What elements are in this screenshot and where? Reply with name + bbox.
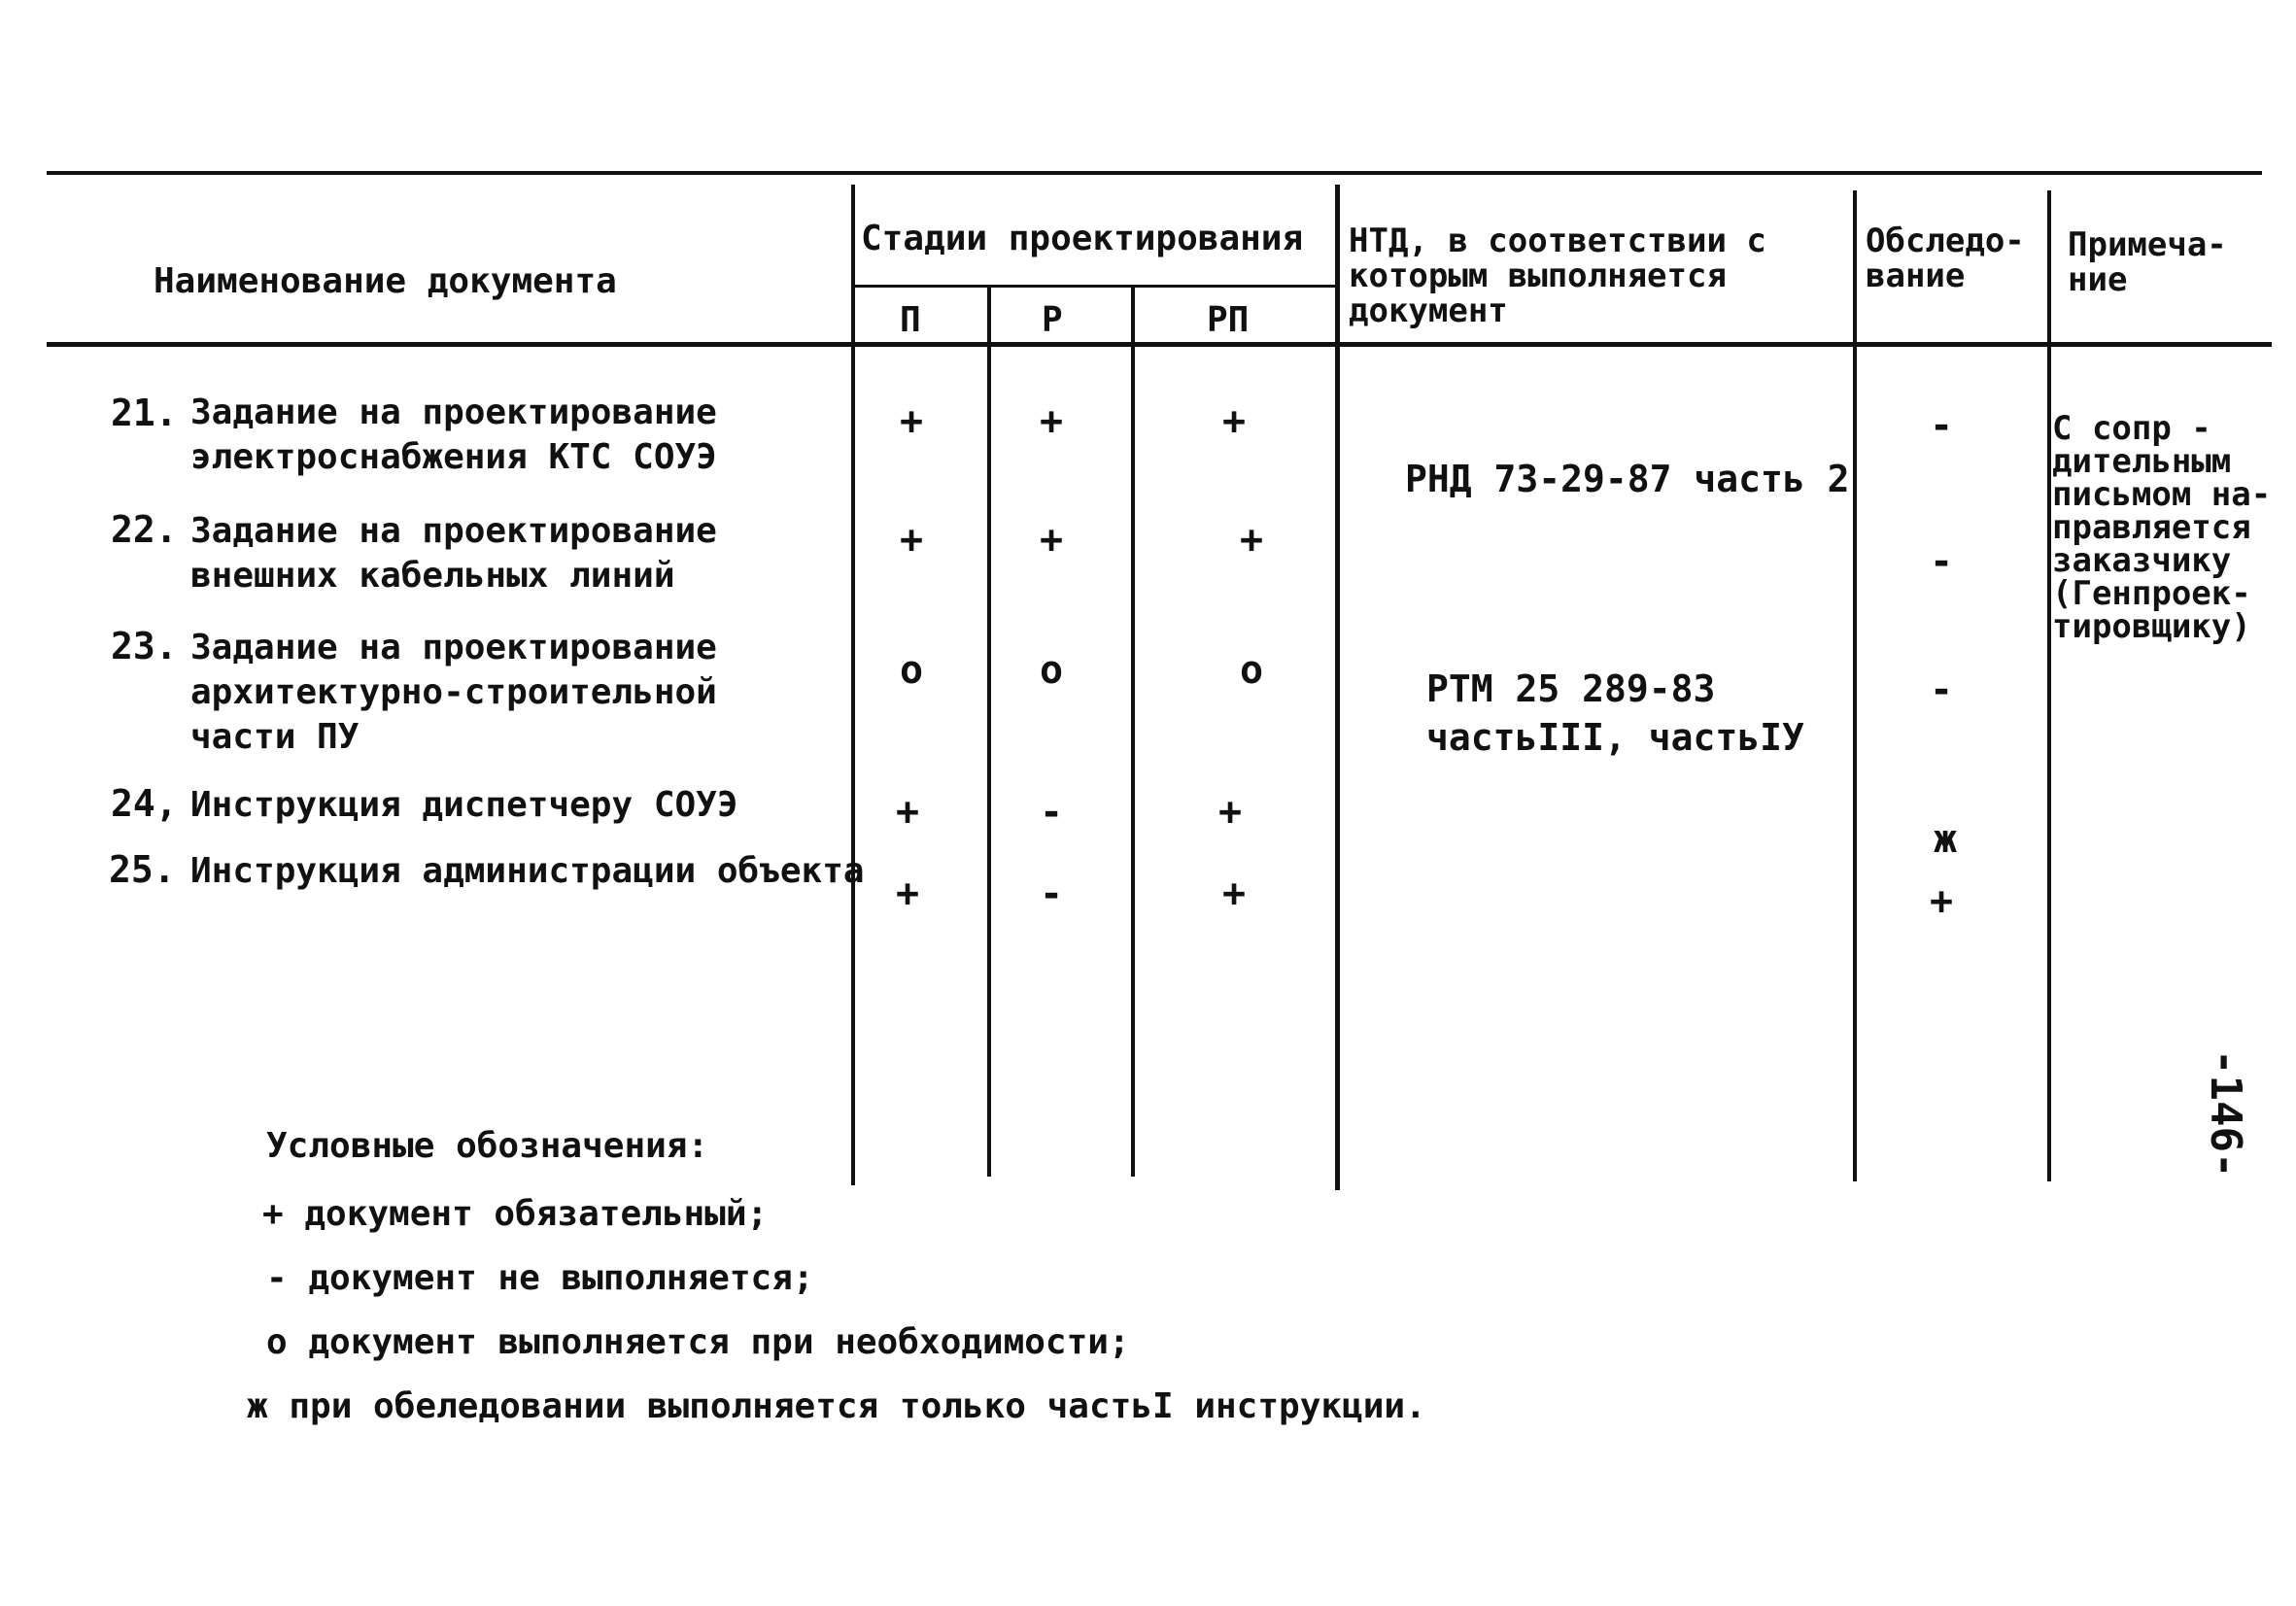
- page-number: -146-: [2201, 1049, 2250, 1179]
- row-number: 21.: [111, 392, 178, 434]
- legend-item: о документ выполняется при необходимости;: [266, 1322, 1130, 1362]
- row-mark-rp: +: [1221, 871, 1247, 916]
- row-document-name: Инструкция администрации объекта: [190, 851, 865, 891]
- row-mark-r: +: [1039, 518, 1064, 563]
- table-top-rule: [47, 171, 2262, 175]
- col-divider-r: [1131, 288, 1135, 1177]
- row-mark-r: о: [1039, 648, 1064, 693]
- row-mark-rp: о: [1239, 648, 1264, 693]
- row-mark-survey: -: [1929, 667, 1954, 712]
- legend-item: ж при обеледовании выполняется только частьI инструкции.: [247, 1386, 1426, 1426]
- header-note: Примеча- ние: [2068, 225, 2227, 299]
- col-divider-stages: [1335, 185, 1340, 1190]
- row-mark-r: +: [1039, 399, 1064, 444]
- row-mark-p: +: [895, 871, 920, 916]
- col-divider-ntd: [1853, 190, 1857, 1181]
- row-mark-r: -: [1039, 871, 1064, 916]
- header-survey: Обследо- вание: [1866, 222, 2025, 295]
- row-mark-survey: -: [1929, 539, 1954, 584]
- header-design-stages: Стадии проектирования: [861, 219, 1304, 258]
- row-mark-rp: +: [1217, 790, 1243, 835]
- ntd-reference-2: РТМ 25 289-83 частьIII, частьIУ: [1426, 667, 1804, 759]
- row-mark-rp: +: [1239, 518, 1264, 563]
- row-number: 22.: [111, 508, 178, 551]
- header-bottom-rule: [47, 342, 2272, 347]
- row-document-name: Задание на проектирование электроснабжения КТС СОУЭ: [190, 393, 717, 477]
- row-document-name: Задание на проектирование архитектурно-строительной части ПУ: [190, 628, 717, 757]
- header-document-name: Наименование документа: [154, 261, 617, 301]
- row-number: 25.: [109, 848, 176, 891]
- col-divider-name: [851, 185, 855, 1185]
- ntd-reference-1: РНД 73-29-87 часть 2: [1405, 458, 1850, 500]
- row-number: 24,: [111, 782, 178, 825]
- stages-subheader-rule: [855, 285, 1339, 288]
- row-document-name: Инструкция диспетчеру СОУЭ: [190, 785, 738, 825]
- header-stage-r: Р: [1042, 300, 1063, 340]
- row-mark-p: +: [895, 790, 920, 835]
- col-divider-p: [987, 288, 991, 1177]
- header-ntd: НТД, в соответствии с которым выполняется документ: [1349, 222, 1766, 330]
- legend-item: - документ не выполняется;: [266, 1258, 814, 1298]
- row-document-name: Задание на проектирование внешних кабельных линий: [190, 511, 717, 596]
- row-mark-survey: -: [1929, 403, 1954, 448]
- row-mark-survey: ж: [1933, 817, 1958, 862]
- row-mark-survey: +: [1929, 879, 1954, 924]
- legend-item: + документ обязательный;: [262, 1194, 769, 1234]
- row-mark-r: -: [1039, 790, 1064, 835]
- col-divider-survey: [2047, 190, 2051, 1181]
- row-mark-p: +: [899, 399, 924, 444]
- header-stage-rp: РП: [1207, 300, 1250, 340]
- row-mark-p: +: [899, 518, 924, 563]
- note-text: С сопр - дительным письмом на- правляется заказчику (Генпроек- тировщику): [2052, 409, 2272, 646]
- legend-title: Условные обозначения:: [266, 1126, 709, 1166]
- row-mark-rp: +: [1221, 399, 1247, 444]
- header-stage-p: П: [900, 300, 921, 340]
- row-mark-p: о: [899, 648, 924, 693]
- row-number: 23.: [111, 625, 178, 667]
